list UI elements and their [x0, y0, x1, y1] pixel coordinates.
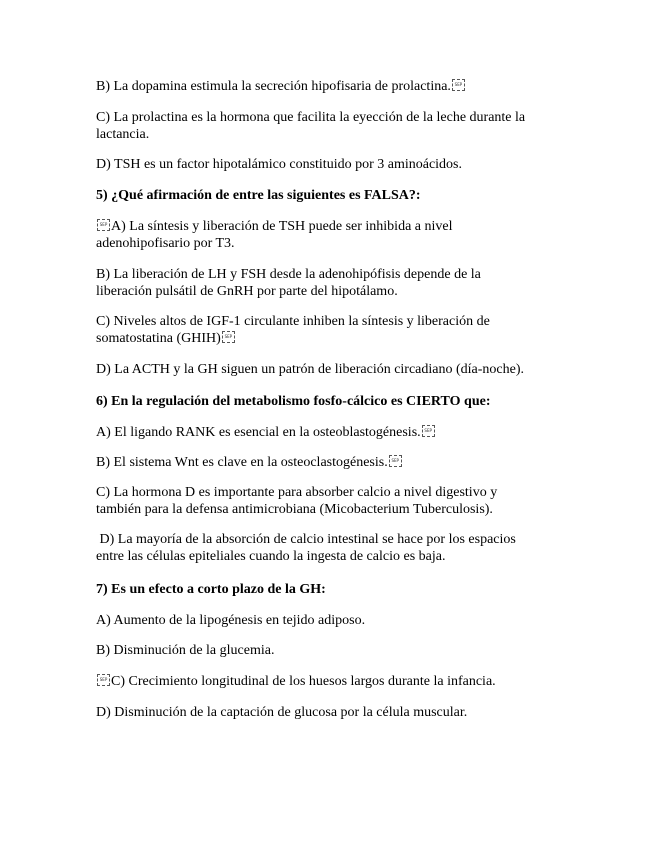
question-7-heading: 7) Es un efecto a corto plazo de la GH: [96, 582, 326, 597]
sep-glyph-icon [97, 219, 110, 231]
option-b-dopamine [96, 78, 566, 96]
q6-option-c-line1: C) La hormona D es importante para absorber calcio a nivel digestivo y [96, 485, 498, 500]
line-text: somatostatina (GHIH) [96, 331, 221, 346]
sep-glyph-icon [97, 674, 110, 686]
question-6-heading: 6) En la regulación del metabolismo fosfo-cálcico es CIERTO que: [96, 394, 491, 409]
q6-option-c-line2: también para la defensa antimicrobiana (Micobacterium Tuberculosis). [96, 502, 493, 517]
line-text: A) La síntesis y liberación de TSH puede ser inhibida a nivel [111, 219, 453, 234]
q7-option-b: B) Disminución de la glucemia. [96, 643, 275, 658]
sep-glyph-icon [452, 79, 465, 91]
line-text: C) Crecimiento longitudinal de los huesos largos durante la infancia. [111, 674, 496, 689]
q7-option-c [96, 673, 566, 691]
sep-glyph-icon [422, 425, 435, 437]
line-text: B) La dopamina estimula la secreción hipofisaria de prolactina. [96, 79, 451, 94]
line-text: A) El ligando RANK es esencial en la osteoblastogénesis. [96, 425, 421, 440]
q5-option-c-line2 [96, 330, 566, 348]
sep-glyph-icon [222, 331, 235, 343]
q5-option-b-line1: B) La liberación de LH y FSH desde la adenohipófisis depende de la [96, 267, 481, 282]
line-text: B) El sistema Wnt es clave en la osteoclastogénesis. [96, 455, 388, 470]
q6-option-b [96, 454, 566, 472]
q7-option-d: D) Disminución de la captación de glucosa por la célula muscular. [96, 705, 468, 720]
q5-option-c-line1: C) Niveles altos de IGF-1 circulante inhiben la síntesis y liberación de [96, 314, 490, 329]
q6-option-d-line2: entre las células epiteliales cuando la ingesta de calcio es baja. [96, 549, 446, 564]
q5-option-a-line2: adenohipofisario por T3. [96, 236, 235, 251]
q5-option-d: D) La ACTH y la GH siguen un patrón de liberación circadiano (día-noche). [96, 362, 525, 377]
q5-option-a-line1 [96, 218, 566, 236]
option-c-prolactin-line2: lactancia. [96, 127, 150, 142]
sep-glyph-icon [389, 455, 402, 467]
option-d-tsh: D) TSH es un factor hipotalámico constituido por 3 aminoácidos. [96, 157, 463, 172]
option-c-prolactin-line1: C) La prolactina es la hormona que facilita la eyección de la leche durante la [96, 110, 526, 125]
q6-option-a [96, 424, 566, 442]
q6-option-d-line1: D) La mayoría de la absorción de calcio intestinal se hace por los espacios [96, 532, 516, 547]
question-5-heading: 5) ¿Qué afirmación de entre las siguientes es FALSA?: [96, 188, 421, 203]
q5-option-b-line2: liberación pulsátil de GnRH por parte del hipotálamo. [96, 284, 398, 299]
q7-option-a: A) Aumento de la lipogénesis en tejido adiposo. [96, 613, 366, 628]
